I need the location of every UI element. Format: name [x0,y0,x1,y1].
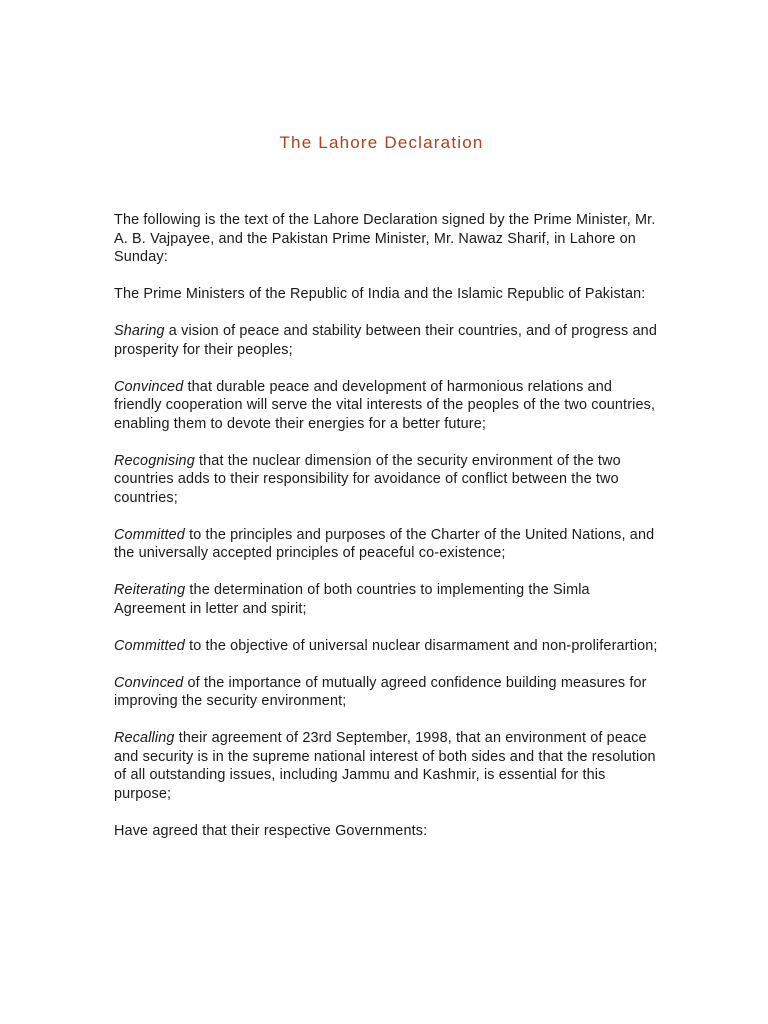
clause-committed-disarmament [114,637,662,656]
clause-text: to the objective of universal nuclear disarmament and non-proliferartion; [184,637,658,654]
clause-lead: Committed [114,637,185,654]
intro-paragraph: The following is the text of the Lahore Declaration signed by the Prime Minister, Mr. A. B. Vajpayee, and the Pakistan Prime Minister, Mr. Nawaz Sharif, in Lahore on Sunday: [114,212,656,265]
clause-sharing [114,322,662,359]
clause-text: that the nuclear dimension of the security environment of the two countries adds to their responsibility for avoidance of conflict between the two countries; [114,452,621,506]
clause-lead: Committed [114,526,185,543]
clause-recognising [114,452,662,508]
document-title: The Lahore Declaration [279,133,484,152]
clause-lead: Recognising [114,452,195,469]
clause-committed-charter [114,526,662,563]
clause-lead: Sharing [114,323,165,339]
clause-text: the determination of both countries to implementing the Simla Agreement in letter and spirit; [114,582,590,617]
clause-reiterating [114,581,662,618]
clause-text: to the principles and purposes of the Charter of the United Nations, and the universally accepted principles of peaceful co-existence; [114,526,655,561]
clause-lead: Convinced [114,378,184,395]
clause-convinced [114,378,662,434]
clause-text: a vision of peace and stability between their countries, and of progress and prosperity for their peoples; [114,323,657,358]
clause-text: their agreement of 23rd September, 1998, that an environment of peace and security is in the supreme national interest of both sides and that the resolution of all outstanding issues, including Jammu and Kashmir, is essential for this purpose; [114,730,656,802]
clause-text: that durable peace and development of harmonious relations and friendly cooperation will serve the vital interests of the peoples of the two countries, enabling them to devote their energies for a better future; [114,378,656,432]
preamble-paragraph: The Prime Ministers of the Republic of India and the Islamic Republic of Pakistan: [114,286,646,302]
clause-recalling [114,729,662,803]
clause-lead: Convinced [114,674,184,691]
clause-lead: Recalling [114,730,175,746]
clause-lead: Reiterating [114,582,186,598]
document-body [114,211,662,859]
clause-convinced-cbm [114,674,662,711]
closing-paragraph: Have agreed that their respective Governments: [114,822,428,839]
clause-text: of the importance of mutually agreed confidence building measures for improving the security environment; [114,674,647,709]
